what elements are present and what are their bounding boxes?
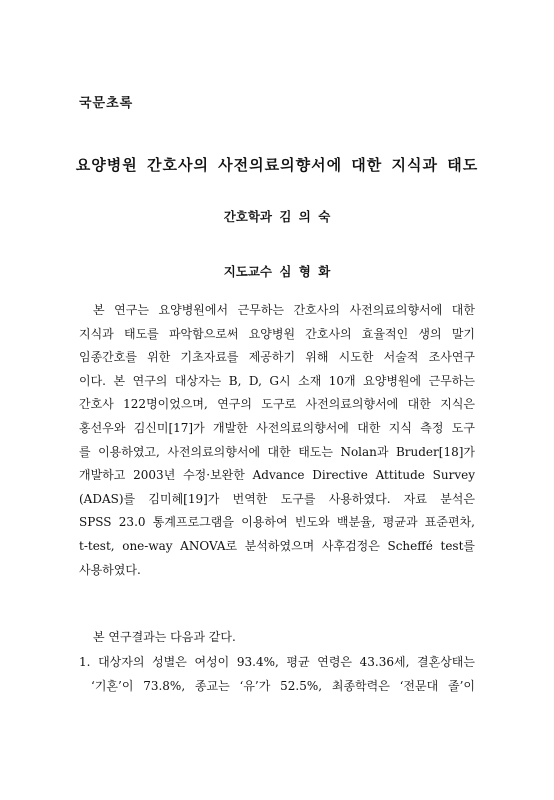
abstract-line: 지식과 태도를 파악함으로써 요양병원 간호사의 효율적인 생의 말기 <box>79 326 475 341</box>
results-intro: 본 연구결과는 다음과 같다. <box>93 630 236 644</box>
advisor-line: 지도교수 심 형 화 <box>223 264 331 279</box>
author-line: 간호학과 김 의 숙 <box>223 209 331 224</box>
abstract-line: 이다. 본 연구의 대상자는 B, D, G시 소재 10개 요양병원에 근무하는 <box>79 373 475 388</box>
result-item-line: 1. 대상자의 성별은 여성이 93.4%, 평균 연령은 43.36세, 결혼상태는 <box>79 655 475 669</box>
results-list <box>79 651 475 698</box>
abstract-line: 를 이용하였고, 사전의료의향서에 대한 태도는 Nolan과 Bruder[18]가 <box>79 444 475 459</box>
abstract-line: 사용하였다. <box>79 562 141 577</box>
abstract-line: 임종간호를 위한 기초자료를 제공하기 위해 시도한 서술적 조사연구 <box>79 350 475 365</box>
abstract-line: 개발하고 2003년 수정·보완한 Advance Directive Attitude Survey <box>79 468 475 483</box>
abstract-line: 간호사 122명이었으며, 연구의 도구로 사전의료의향서에 대한 지식은 <box>79 397 475 412</box>
abstract-line: SPSS 23.0 통계프로그램을 이용하여 빈도와 백분율, 평균과 표준편차, <box>79 515 475 530</box>
section-label: 국문초록 <box>79 96 134 111</box>
abstract-paragraph <box>79 299 475 582</box>
abstract-line: (ADAS)를 김미혜[19]가 번역한 도구를 사용하였다. 자료 분석은 <box>79 491 475 506</box>
abstract-line: 홍선우와 김신미[17]가 개발한 사전의료의향서에 대한 지식 측정 도구 <box>79 420 475 435</box>
abstract-line: 본 연구는 요양병원에서 근무하는 간호사의 사전의료의향서에 대한 <box>93 303 475 317</box>
thesis-title: 요양병원 간호사의 사전의료의향서에 대한 지식과 태도 <box>75 156 479 174</box>
abstract-line: t-test, one-way ANOVA로 분석하였으며 사후검정은 Scheffé test를 <box>79 538 475 553</box>
result-item-line: ‘기혼’이 73.8%, 종교는 ‘유’가 52.5%, 최종학력은 ‘전문대 졸’이 <box>91 678 475 693</box>
